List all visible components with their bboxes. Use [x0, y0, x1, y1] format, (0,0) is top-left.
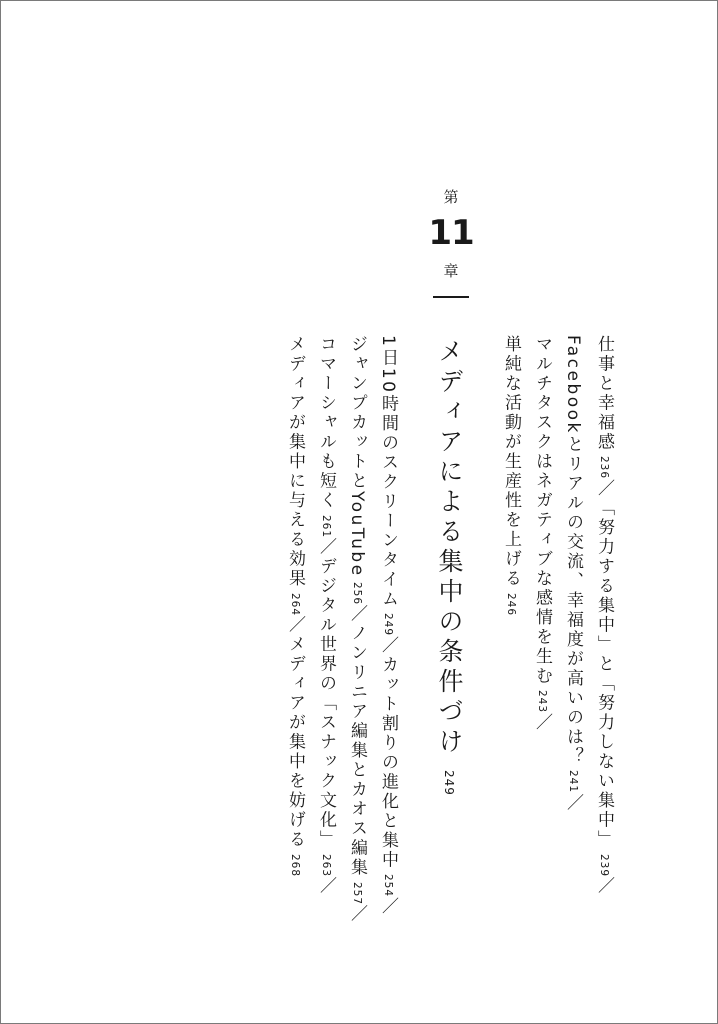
- chapter-divider: [433, 296, 469, 298]
- toc-separator: ／: [378, 636, 398, 656]
- toc-entry-text: メディアが集中を妨げる: [285, 635, 305, 850]
- toc-entry-text: 仕事と幸福感: [594, 335, 614, 452]
- toc-page-number: 236: [598, 456, 610, 480]
- toc-entry-text: デジタル世界の「スナック文化」: [316, 557, 336, 850]
- toc-separator: ／: [563, 793, 583, 813]
- chapter-prefix: 第: [443, 188, 459, 206]
- toc-separator: ／: [594, 479, 614, 499]
- toc-entry-text: 単純な活動が生産性を上げる: [501, 335, 521, 589]
- toc-page-number: 268: [289, 853, 301, 877]
- toc-entry-text: ノンリニア編集とカオス編集: [347, 624, 367, 878]
- toc-entry-text: コマーシャルも短く: [316, 335, 336, 511]
- toc-page-number: 246: [505, 592, 517, 616]
- toc-page-number: 241: [567, 770, 579, 794]
- toc-line-right-2: [564, 335, 581, 813]
- toc-separator: ／: [594, 876, 614, 897]
- toc-entry-text: メディアが集中に与える効果: [285, 335, 305, 589]
- toc-entry-text: Facebookとリアルの交流、幸福度が高いのは？: [563, 335, 583, 767]
- chapter-title-text: メディアによる集中の条件づけ: [435, 338, 464, 758]
- toc-separator: ／: [316, 537, 336, 558]
- toc-line-left-3: [317, 335, 334, 896]
- toc-entry-text: カット割りの進化と集中: [378, 655, 398, 870]
- chapter-suffix: 章: [443, 262, 459, 280]
- toc-line-left-2: [348, 335, 365, 924]
- toc-line-left-1: [379, 335, 396, 917]
- toc-entry-text: 1日10時間のスクリーンタイム: [378, 335, 398, 609]
- toc-separator: ／: [532, 713, 552, 733]
- toc-page-number: 257: [351, 881, 363, 905]
- toc-page-number: 263: [320, 853, 332, 877]
- toc-page-number: 261: [320, 514, 332, 538]
- toc-line-right-4: [502, 335, 519, 616]
- toc-page-number: 249: [382, 612, 394, 636]
- toc-line-right-3: [533, 335, 550, 733]
- toc-separator: ／: [347, 604, 367, 625]
- toc-separator: ／: [347, 904, 367, 925]
- toc-page-number: 264: [289, 592, 301, 616]
- toc-entry-text: ジャンプカットとYouTube: [347, 335, 367, 578]
- toc-entry-text: 「努力する集中」と「努力しない集中」: [594, 498, 614, 850]
- chapter-number: 11: [428, 213, 474, 253]
- toc-separator: ／: [378, 897, 398, 917]
- chapter-title-page: 249: [442, 770, 456, 796]
- toc-entry-text: マルチタスクはネガティブな感情を生む: [532, 335, 552, 686]
- toc-separator: ／: [285, 615, 305, 636]
- toc-page-number: 243: [536, 690, 548, 714]
- toc-page-number: 239: [598, 853, 610, 877]
- toc-separator: ／: [316, 876, 336, 897]
- toc-page-number: 256: [351, 581, 363, 605]
- toc-page-number: 254: [382, 874, 394, 898]
- toc-line-right-1: [595, 335, 612, 896]
- toc-line-left-4: [286, 335, 303, 877]
- chapter-title: [437, 338, 462, 796]
